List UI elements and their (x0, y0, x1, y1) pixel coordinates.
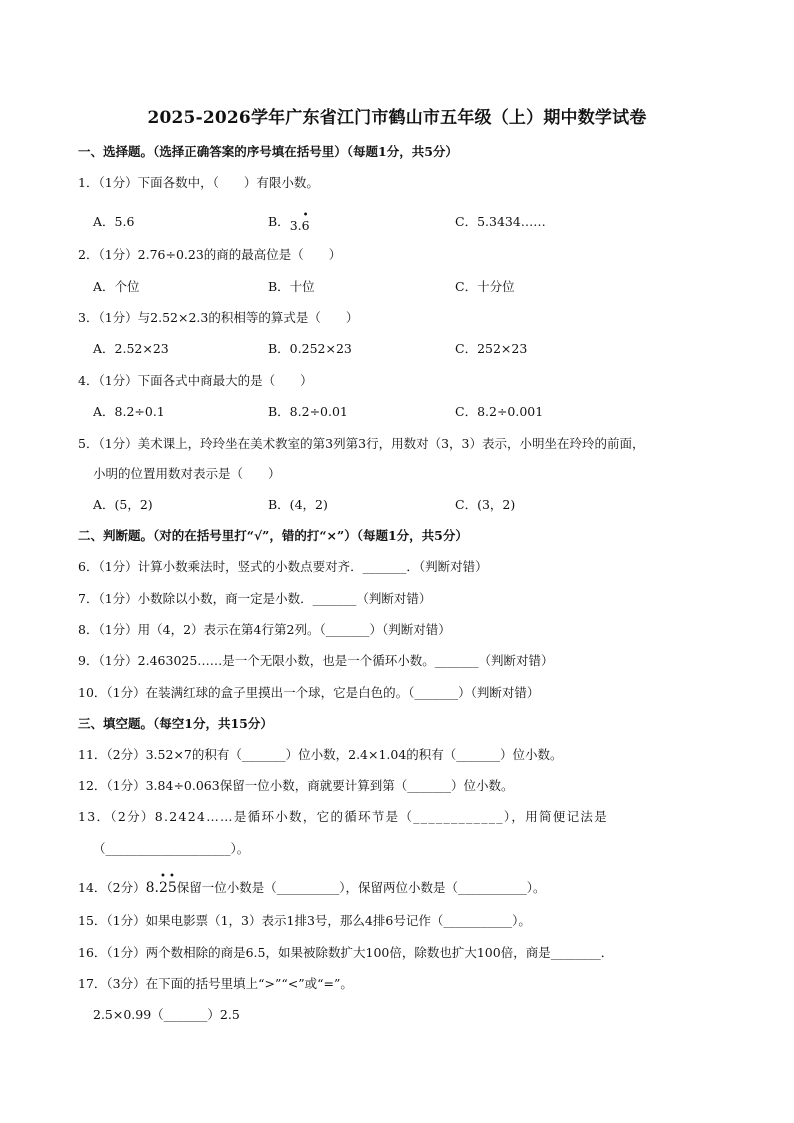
q2-option-a: A．个位 (93, 279, 140, 294)
question-5-line-2: 小明的位置用数对表示是（ ） (93, 466, 281, 481)
question-7: 7．（1分）小数除以小数，商一定是小数．_______（判断对错） (78, 591, 432, 606)
q1-option-a: A．5.6 (93, 214, 135, 229)
question-14 (78, 871, 546, 897)
q3-option-c: C．252×23 (455, 341, 528, 356)
q2-option-c: C．十分位 (455, 279, 515, 294)
question-11: 11．（2分）3.52×7的积有（_______）位小数，2.4×1.04的积有（_______）位小数。 (78, 747, 563, 762)
q14-repeating (158, 871, 177, 897)
q3-option-a: A．2.52×23 (93, 341, 169, 356)
q14-dec: 25 (158, 880, 177, 896)
question-5-line-1: 5．（1分）美术课上，玲玲坐在美术教室的第3列第3行，用数对（3，3）表示，小明坐在玲玲的前面， (78, 436, 645, 451)
q1-option-b-repeating (301, 210, 310, 235)
question-12: 12．（1分）3.84÷0.063保留一位小数，商就要计算到第（_______）位小数。 (78, 778, 514, 793)
q1-option-b-dec: 6 (301, 218, 310, 233)
q5-option-b: B．(4，2) (268, 497, 328, 512)
section-choice-heading: 一、选择题。（选择正确答案的序号填在括号里）（每题1分，共5分） (78, 144, 458, 159)
question-1: 1．（1分）下面各数中，（ ）有限小数。 (78, 175, 319, 190)
repeat-dot-start: • (159, 871, 166, 882)
q4-option-a: A．8.2÷0.1 (93, 404, 165, 419)
question-10: 10．（1分）在装满红球的盒子里摸出一个球，它是白色的。（_______）（判断对错） (78, 685, 540, 700)
question-13-line-1: 13．（2分）8.2424……是循环小数，它的循环节是（____________），用简便记法是 (78, 809, 608, 824)
exam-title: 2025-2026学年广东省江门市鹤山市五年级（上）期中数学试卷 (147, 108, 647, 128)
section-judge-heading: 二、判断题。（对的在括号里打“√”，错的打“×”）（每题1分，共5分） (78, 528, 468, 543)
question-2: 2．（1分）2.76÷0.23的商的最高位是（ ） (78, 247, 342, 262)
question-3: 3．（1分）与2.52×2.3的积相等的算式是（ ） (78, 310, 359, 325)
question-16: 16．（1分）两个数相除的商是6.5，如果被除数扩大100倍，除数也扩大100倍，商是________． (78, 945, 614, 960)
question-9: 9．（1分）2.463025……是一个无限小数，也是一个循环小数。_______（判断对错） (78, 653, 554, 668)
q5-option-a: A．(5，2) (93, 497, 153, 512)
q5-option-c: C．(3，2) (455, 497, 516, 512)
q1-option-b-prefix: B． (268, 214, 290, 229)
q14-int: 8. (145, 880, 159, 896)
q3-option-b: B．0.252×23 (268, 341, 352, 356)
q1-option-c: C．5.3434…… (455, 214, 546, 229)
repeat-dot: • (302, 210, 309, 221)
q4-option-b: B．8.2÷0.01 (268, 404, 348, 419)
q1-option-b-int: 3. (289, 218, 302, 233)
question-15: 15．（1分）如果电影票（1，3）表示1排3号，那么4排6号记作（___________）。 (78, 913, 531, 928)
question-8: 8．（1分）用（4，2）表示在第4行第2列。（_______）（判断对错） (78, 622, 451, 637)
q14-prefix: 14．（2分） (78, 880, 146, 895)
question-13-line-2: （____________________）。 (93, 841, 250, 856)
question-6: 6．（1分）计算小数乘法时，竖式的小数点要对齐．_______．（判断对错） (78, 559, 488, 574)
repeat-dot-end: • (168, 871, 175, 882)
q4-option-c: C．8.2÷0.001 (455, 404, 544, 419)
q2-option-b: B．十位 (268, 279, 315, 294)
q1-option-b (268, 210, 310, 233)
question-4: 4．（1分）下面各式中商最大的是（ ） (78, 373, 313, 388)
question-17: 17．（3分）在下面的括号里填上“>”“<”或“=”。 (78, 976, 353, 991)
section-fill-heading: 三、填空题。（每空1分，共15分） (78, 716, 273, 731)
q14-rest: 保留一位小数是（__________），保留两位小数是（___________）。 (176, 880, 546, 895)
question-17-part-a: 2.5×0.99（_______）2.5 (93, 1007, 240, 1022)
